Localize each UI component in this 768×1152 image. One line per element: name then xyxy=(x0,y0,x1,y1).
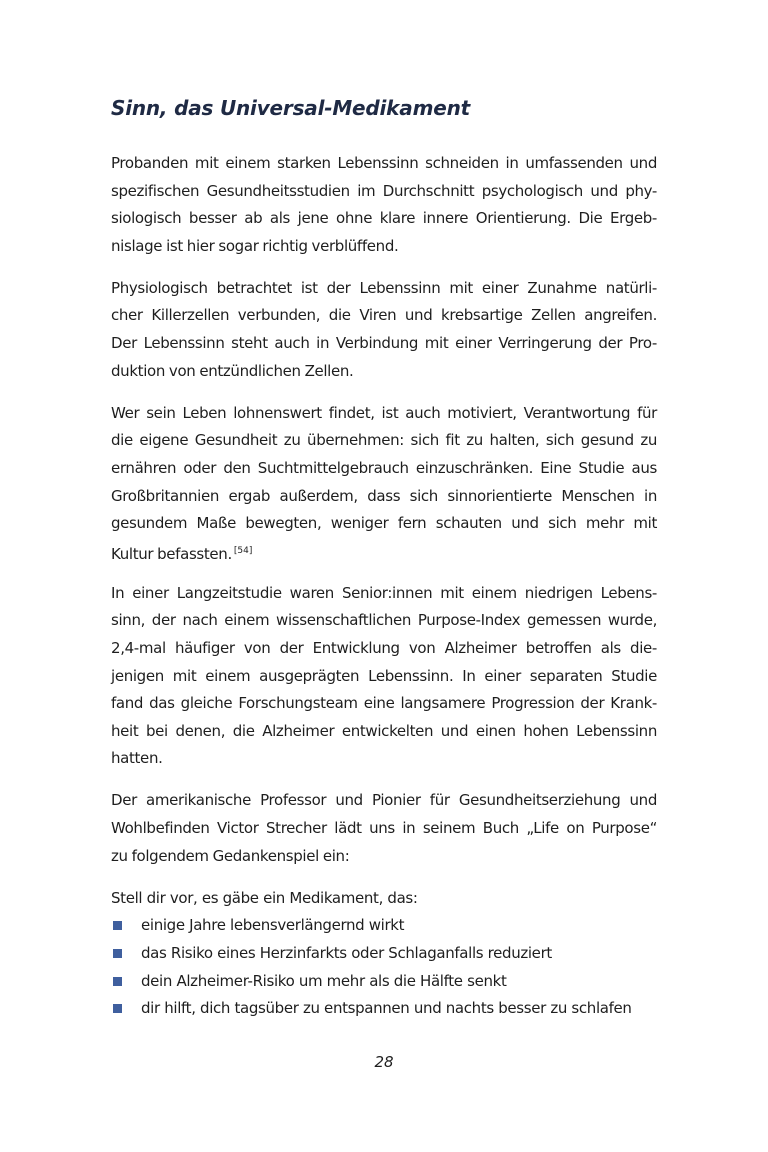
text-line: Physiologisch betrachtet ist der Lebenssinn mit einer Zunahme natürli- xyxy=(111,278,657,297)
list-item-text: dein Alzheimer-Risiko um mehr als die Hälfte senkt xyxy=(141,971,507,990)
bullet-list xyxy=(111,912,657,1022)
text-line: ernähren oder den Suchtmittelgebrauch einzuschränken. Eine Studie aus xyxy=(111,458,657,477)
paragraph-1 xyxy=(111,150,657,260)
text-line: Wer sein Leben lohnenswert findet, ist auch motiviert, Verantwortung für xyxy=(111,403,657,422)
text-line: Probanden mit einem starken Lebenssinn schneiden in umfassenden und xyxy=(111,154,657,172)
text-line: jenigen mit einem ausgeprägten Lebenssinn. In einer separaten Studie xyxy=(111,666,657,685)
list-intro: Stell dir vor, es gäbe ein Medikament, das: xyxy=(111,888,418,907)
page-number: 28 xyxy=(374,1053,394,1071)
list-item xyxy=(111,968,657,996)
list-item-text: einige Jahre lebensverlängernd wirkt xyxy=(141,916,405,935)
text-line: heit bei denen, die Alzheimer entwickelten und einen hohen Lebenssinn xyxy=(111,721,657,740)
footnote-reference[interactable]: [54] xyxy=(233,545,253,556)
text-line-with-footnote xyxy=(111,538,657,566)
text-line: Kultur befassten. xyxy=(111,544,232,563)
text-line: zu folgendem Gedankenspiel ein: xyxy=(111,846,350,865)
square-bullet-icon xyxy=(113,1004,122,1013)
list-item-text: das Risiko eines Herzinfarkts oder Schlaganfalls reduziert xyxy=(141,943,552,962)
text-line: gesundem Maße bewegten, weniger fern schauten und sich mehr mit xyxy=(111,514,657,533)
list-item xyxy=(111,995,657,1023)
paragraph-3 xyxy=(111,400,657,566)
paragraph-5 xyxy=(111,787,657,870)
square-bullet-icon xyxy=(113,949,122,958)
text-line: hatten. xyxy=(111,749,163,768)
text-line: Der amerikanische Professor und Pionier für Gesundheitserziehung und xyxy=(111,791,657,810)
body-text xyxy=(111,150,657,1023)
text-line: Der Lebenssinn steht auch in Verbindung mit einer Verringerung der Pro- xyxy=(111,334,657,353)
text-line: In einer Langzeitstudie waren Senior:innen mit einem niedrigen Lebens- xyxy=(111,583,657,602)
paragraph-2 xyxy=(111,275,657,385)
text-line: 2,4-mal häufiger von der Entwicklung von Alzheimer betroffen als die- xyxy=(111,639,657,657)
section-heading: Sinn, das Universal-Medikament xyxy=(111,96,470,120)
text-line: die eigene Gesundheit zu übernehmen: sich fit zu halten, sich gesund zu xyxy=(111,431,657,450)
text-line: sinn, der nach einem wissenschaftlichen Purpose-Index gemessen wurde, xyxy=(111,611,657,630)
text-line: spezifischen Gesundheitsstudien im Durchschnitt psychologisch und phy- xyxy=(111,181,657,200)
paragraph-4 xyxy=(111,580,657,773)
text-line: nislage ist hier sogar richtig verblüffend. xyxy=(111,236,399,255)
text-line: Wohlbefinden Victor Strecher lädt uns in seinem Buch „Life on Purpose“ xyxy=(111,819,657,838)
list-item xyxy=(111,912,657,940)
text-line: Großbritannien ergab außerdem, dass sich sinnorientierte Menschen in xyxy=(111,486,657,505)
square-bullet-icon xyxy=(113,977,122,986)
list-item-text: dir hilft, dich tagsüber zu entspannen und nachts besser zu schlafen xyxy=(141,999,632,1018)
text-line: fand das gleiche Forschungsteam eine langsamere Progression der Krank- xyxy=(111,694,657,713)
text-line: siologisch besser ab als jene ohne klare innere Orientierung. Die Ergeb- xyxy=(111,209,657,228)
list-item xyxy=(111,940,657,968)
square-bullet-icon xyxy=(113,921,122,930)
text-line: duktion von entzündlichen Zellen. xyxy=(111,361,354,380)
text-line: cher Killerzellen verbunden, die Viren und krebsartige Zellen angreifen. xyxy=(111,306,657,325)
